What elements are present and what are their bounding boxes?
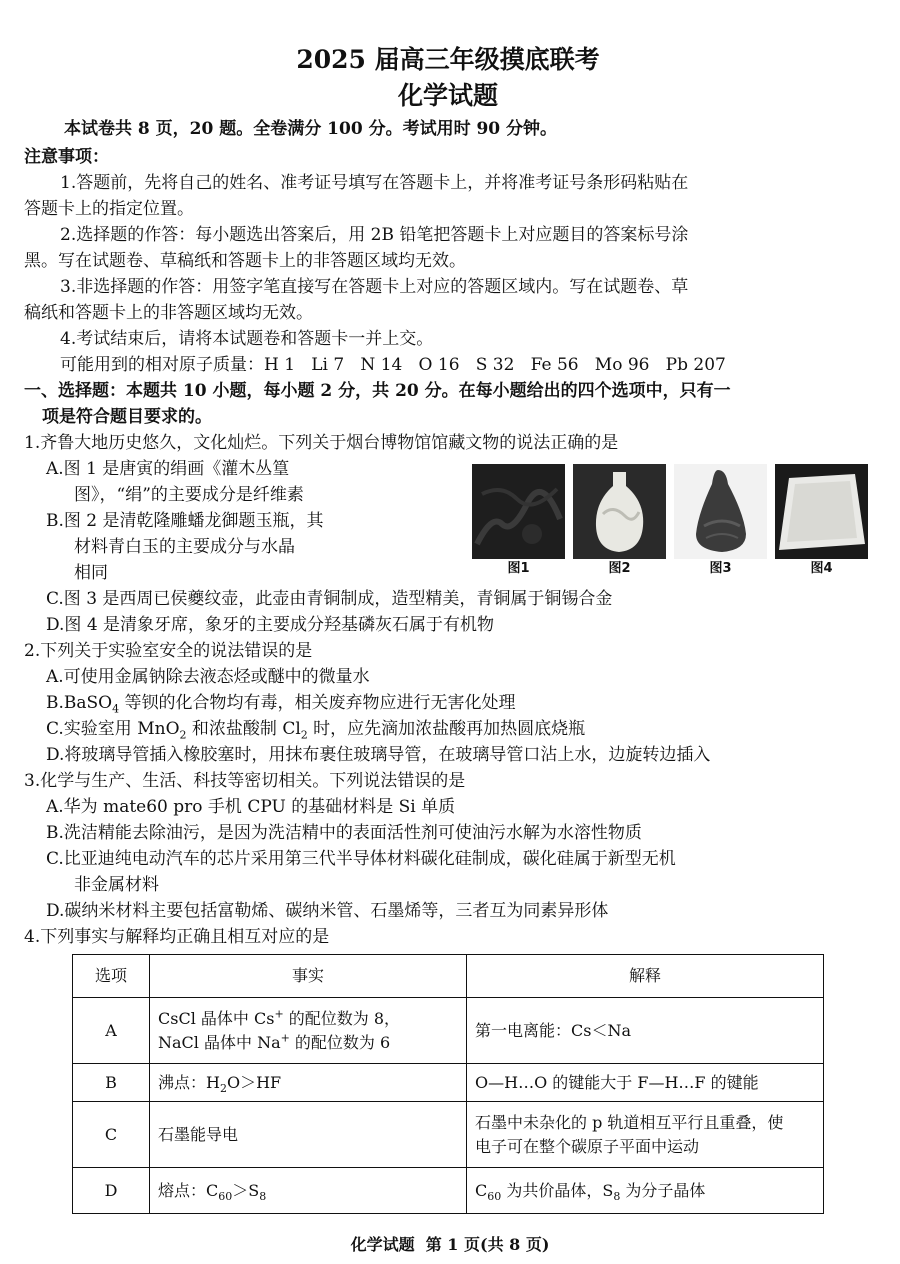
ivory-mat-image [775, 464, 868, 559]
notice-item-3: 3.非选择题的作答：用签字笔直接写在答题卡上对应的答题区域内。写在试题卷、草 [60, 277, 689, 297]
row-d-e-sub1: 60 [487, 1189, 502, 1203]
row-d-f-sub1: 60 [218, 1189, 233, 1203]
row-d-e-pre: C [475, 1180, 488, 1200]
row-b-option: B [73, 1064, 150, 1102]
row-d-f-sub2: 8 [259, 1189, 267, 1203]
row-a-f1-post: 的配位数为 8， [283, 1008, 401, 1028]
notice-item-1: 1.答题前，先将自己的姓名、准考证号填写在答题卡上，并将准考证号条形码粘贴在 [60, 173, 689, 193]
section-1-heading-cont: 项是符合题目要求的。 [42, 407, 212, 427]
atomic-masses: 可能用到的相对原子质量：H 1 Li 7 N 14 O 16 S 32 Fe 56 Mo 96 Pb 207 [60, 355, 726, 375]
figure-2-caption: 图2 [608, 561, 631, 576]
row-a-f2-post: 的配位数为 6 [289, 1032, 391, 1052]
header-option: 选项 [73, 955, 150, 998]
q1-option-b-cont2: 相同 [74, 563, 108, 583]
q1-option-b-cont: 材料青白玉的主要成分与水晶 [74, 537, 295, 557]
row-c-fact: 石墨能导电 [150, 1102, 467, 1168]
header-fact: 事实 [150, 955, 467, 998]
figure-3 [674, 464, 767, 586]
header-explanation: 解释 [467, 955, 824, 998]
q2-option-d: D.将玻璃导管插入橡胶塞时，用抹布裹住玻璃导管，在玻璃导管口沾上水，边旋转边插入 [46, 745, 711, 765]
figure-1-caption: 图1 [507, 561, 530, 576]
q2-option-b [24, 690, 872, 716]
q1-option-b: B.图 2 是清乾隆雕蟠龙御题玉瓶，其 [46, 511, 324, 531]
row-c-option: C [73, 1102, 150, 1168]
q2-option-c [24, 716, 872, 742]
silk-painting-image [472, 464, 565, 559]
row-b-explanation: O—H…O 的键能大于 F—H…F 的键能 [467, 1064, 824, 1102]
jade-vase-image [573, 464, 666, 559]
q1-options-left [24, 456, 424, 586]
q4-table-header [73, 955, 824, 998]
q2-c-sub1: 2 [179, 728, 187, 742]
q2-c-sub2: 2 [300, 728, 308, 742]
q1-figures [472, 456, 872, 586]
figure-4-caption: 图4 [810, 561, 833, 576]
row-d-f-mid: ＞S [232, 1180, 260, 1200]
page-footer: 化学试题 第 1 页(共 8 页) [350, 1235, 550, 1254]
q2-b-sub: 4 [112, 702, 120, 716]
row-d-e-sub2: 8 [613, 1189, 621, 1203]
row-a-fact-line2 [158, 1031, 458, 1055]
section-1-heading: 一、选择题：本题共 10 小题，每小题 2 分，共 20 分。在每小题给出的四个选项中，只有一 [24, 381, 731, 401]
row-d-e-mid: 为共价晶体，S [501, 1180, 614, 1200]
notice-item-2-cont: 黑。写在试题卷、草稿纸和答题卡上的非答题区域均无效。 [24, 251, 466, 271]
figure-2 [573, 464, 666, 586]
row-a-f1-sup: + [274, 1007, 284, 1021]
figure-3-caption: 图3 [709, 561, 732, 576]
figure-4 [775, 464, 868, 586]
q2-stem: 2.下列关于实验室安全的说法错误的是 [24, 641, 313, 661]
row-c-explanation [467, 1102, 824, 1168]
row-b-f-pre: 沸点：H [158, 1072, 220, 1092]
q1-option-a: A.图 1 是唐寅的绢画《灌木丛篁 [46, 459, 290, 479]
figure-1 [472, 464, 565, 586]
row-a-option: A [73, 998, 150, 1064]
row-b-f-sub: 2 [219, 1081, 227, 1095]
q2-c-mid: 和浓盐酸制 Cl [186, 719, 301, 739]
notice-item-4: 4.考试结束后，请将本试题卷和答题卡一并上交。 [60, 329, 434, 349]
row-d-e-post: 为分子晶体 [620, 1180, 706, 1200]
q1-stem: 1.齐鲁大地历史悠久，文化灿烂。下列关于烟台博物馆馆藏文物的说法正确的是 [24, 433, 619, 453]
row-a-fact [150, 998, 467, 1064]
q2-c-post: 时，应先滴加浓盐酸再加热圆底烧瓶 [307, 719, 586, 739]
table-row [73, 998, 824, 1064]
row-a-explanation: 第一电离能：Cs＜Na [467, 998, 824, 1064]
row-b-f-post: O＞HF [226, 1072, 282, 1092]
q3-option-c-cont: 非金属材料 [74, 875, 159, 895]
q1-option-d: D.图 4 是清象牙席，象牙的主要成分羟基磷灰石属于有机物 [46, 615, 495, 635]
row-d-fact [150, 1168, 467, 1214]
row-a-fact-line1 [158, 1007, 458, 1031]
q1-option-a-cont: 图》，“绢”的主要成分是纤维素 [74, 485, 304, 505]
table-row [73, 1064, 824, 1102]
q2-b-pre: B.BaSO [46, 693, 113, 713]
q4-stem: 4.下列事实与解释均正确且相互对应的是 [24, 927, 330, 947]
exam-title: 2025 届高三年级摸底联考 [296, 45, 600, 74]
q2-c-pre: C.实验室用 MnO [46, 719, 180, 739]
notice-item-2: 2.选择题的作答：每小题选出答案后，用 2B 铅笔把答题卡上对应题目的答案标号涂 [60, 225, 689, 245]
row-c-exp-line2: 电子可在整个碳原子平面中运动 [475, 1136, 700, 1156]
row-a-f2-pre: NaCl 晶体中 Na [158, 1032, 281, 1052]
q3-option-c: C.比亚迪纯电动汽车的芯片采用第三代半导体材料碳化硅制成，碳化硅属于新型无机 [46, 849, 676, 869]
notice-item-1-cont: 答题卡上的指定位置。 [24, 199, 194, 219]
q1-option-c: C.图 3 是西周已侯夔纹壶，此壶由青铜制成，造型精美，青铜属于铜锡合金 [46, 589, 613, 609]
table-row [73, 1168, 824, 1214]
row-a-f1-pre: CsCl 晶体中 Cs [158, 1008, 275, 1028]
row-d-option: D [73, 1168, 150, 1214]
q1-block [24, 456, 872, 586]
row-d-explanation [467, 1168, 824, 1214]
q3-option-a: A.华为 mate60 pro 手机 CPU 的基础材料是 Si 单质 [46, 797, 456, 817]
row-b-fact [150, 1064, 467, 1102]
notice-item-3-cont: 稿纸和答题卡上的非答题区域均无效。 [24, 303, 313, 323]
q4-table [72, 954, 824, 1214]
bronze-pot-image [674, 464, 767, 559]
q3-stem: 3.化学与生产、生活、科技等密切相关。下列说法错误的是 [24, 771, 466, 791]
q2-option-a: A.可使用金属钠除去液态烃或醚中的微量水 [46, 667, 370, 687]
row-d-f-pre: 熔点：C [158, 1180, 219, 1200]
q2-b-post: 等钡的化合物均有毒，相关废弃物应进行无害化处理 [119, 693, 516, 713]
notice-heading: 注意事项： [24, 147, 109, 167]
table-row [73, 1102, 824, 1168]
row-a-f2-sup: + [280, 1031, 290, 1045]
q3-option-d: D.碳纳米材料主要包括富勒烯、碳纳米管、石墨烯等，三者互为同素异形体 [46, 901, 609, 921]
exam-meta: 本试卷共 8 页，20 题。全卷满分 100 分。考试用时 90 分钟。 [64, 119, 558, 139]
exam-subtitle: 化学试题 [397, 81, 498, 110]
row-c-exp-line1: 石墨中未杂化的 p 轨道相互平行且重叠，使 [475, 1112, 784, 1132]
q3-option-b: B.洗洁精能去除油污，是因为洗洁精中的表面活性剂可使油污水解为水溶性物质 [46, 823, 642, 843]
